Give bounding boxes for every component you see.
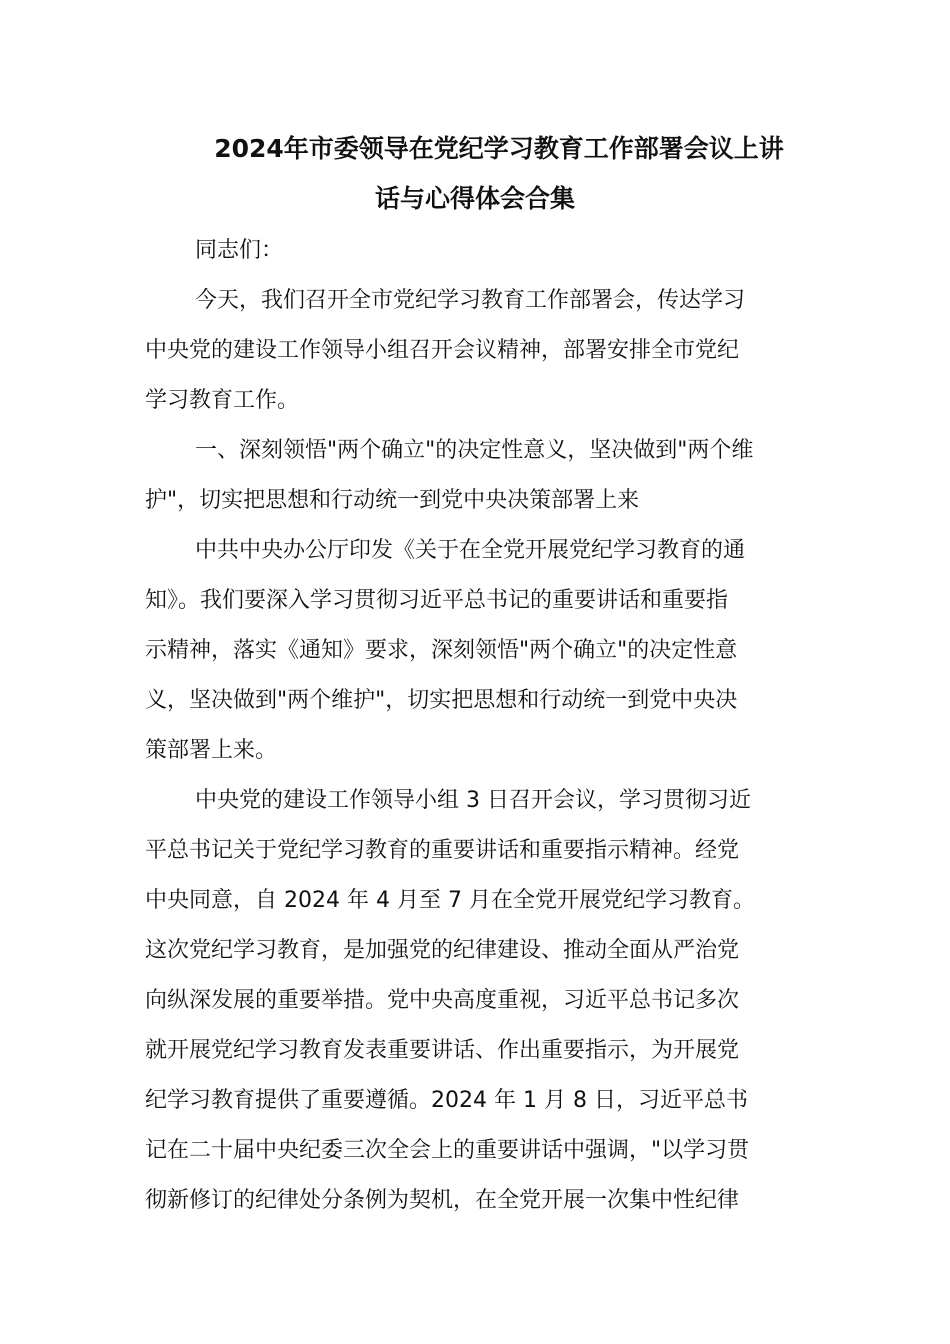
text-line: 记在二十届中央纪委三次全会上的重要讲话中强调，"以学习贯 (145, 1138, 750, 1163)
text-line: 今天，我们召开全市党纪学习教育工作部署会，传达学习 (195, 288, 746, 313)
text-line: 学习教育工作。 (145, 388, 300, 413)
section-heading-line: 一、深刻领悟"两个确立"的决定性意义，坚决做到"两个维 (195, 438, 754, 463)
text-line: 向纵深发展的重要举措。党中央高度重视，习近平总书记多次 (145, 988, 740, 1013)
text-line-salutation: 同志们： (195, 238, 284, 263)
text-line: 中央同意，自 2024 年 4 月至 7 月在全党开展党纪学习教育。 (145, 888, 755, 913)
text-line: 知》。我们要深入学习贯彻习近平总书记的重要讲话和重要指 (145, 588, 729, 613)
text-line: 这次党纪学习教育，是加强党的纪律建设、推动全面从严治党 (145, 938, 740, 963)
text-line: 平总书记关于党纪学习教育的重要讲话和重要指示精神。经党 (145, 838, 740, 863)
text-line: 就开展党纪学习教育发表重要讲话、作出重要指示，为开展党 (145, 1038, 740, 1063)
text-line: 义，坚决做到"两个维护"，切实把思想和行动统一到党中央决 (145, 688, 738, 713)
document-title-line-1: 2024年市委领导在党纪学习教育工作部署会议上讲 (214, 134, 784, 163)
text-line: 中央党的建设工作领导小组 3 日召开会议，学习贯彻习近 (195, 788, 751, 813)
document-title-line-2: 话与心得体会合集 (374, 184, 575, 213)
section-heading-line: 护"，切实把思想和行动统一到党中央决策部署上来 (145, 488, 640, 513)
text-line: 彻新修订的纪律处分条例为契机，在全党开展一次集中性纪律 (145, 1188, 740, 1213)
text-line: 中共中央办公厅印发《关于在全党开展党纪学习教育的通 (195, 538, 746, 563)
text-line: 策部署上来。 (145, 738, 278, 763)
text-line: 纪学习教育提供了重要遵循。2024 年 1 月 8 日，习近平总书 (145, 1088, 748, 1113)
text-line: 示精神，落实《通知》要求，深刻领悟"两个确立"的决定性意 (145, 638, 738, 663)
text-line: 中央党的建设工作领导小组召开会议精神，部署安排全市党纪 (145, 338, 740, 363)
